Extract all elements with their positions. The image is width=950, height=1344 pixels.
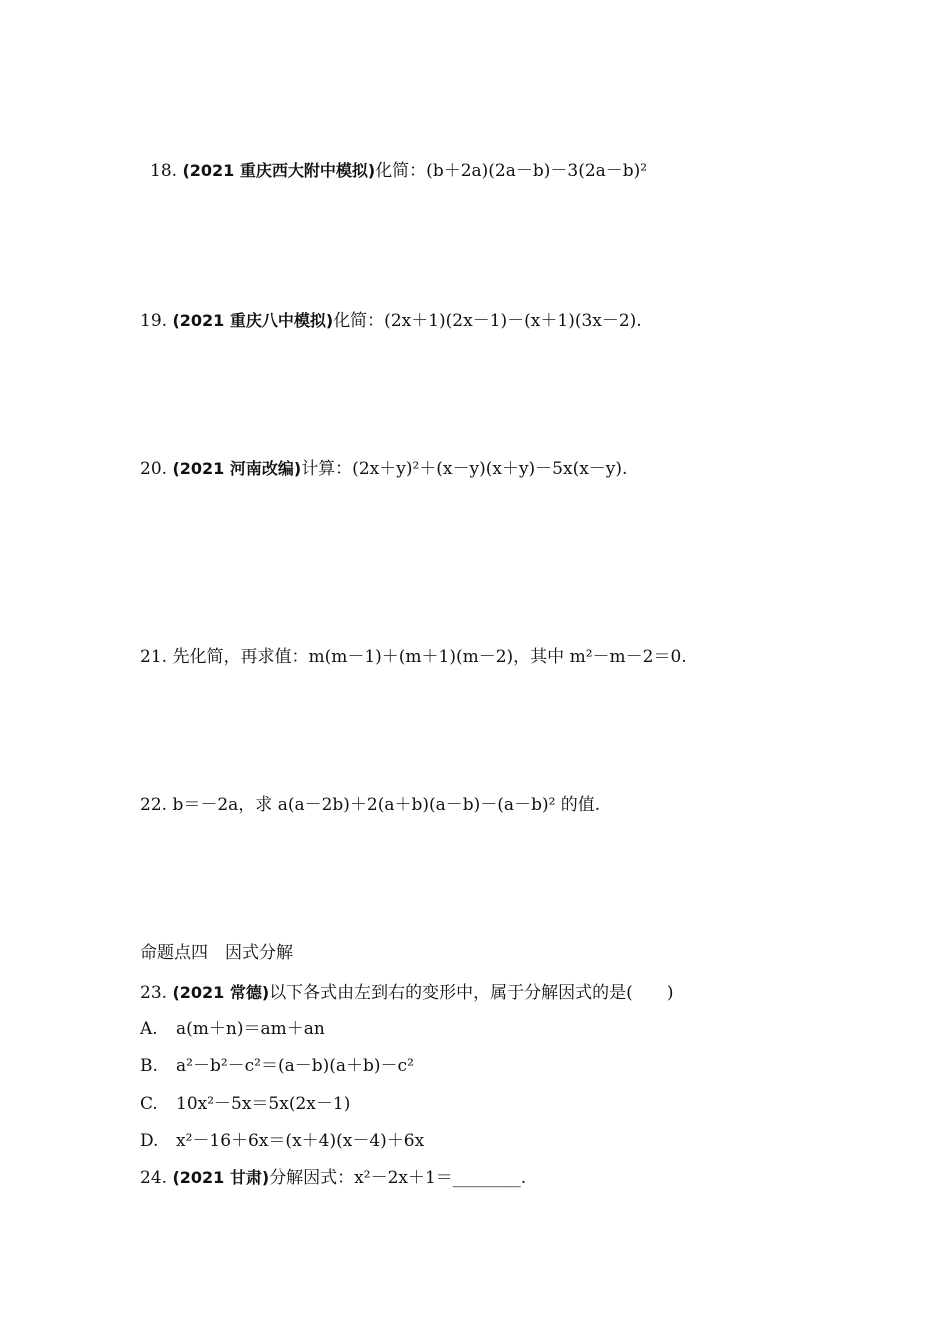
problem-source: (2021 重庆八中模拟) xyxy=(172,311,334,330)
problem-stem: 计算：(2x＋y)²＋(x－y)(x＋y)－5x(x－y). xyxy=(301,459,628,479)
problem-number: 22. xyxy=(140,795,168,815)
problem-source: (2021 常德) xyxy=(172,983,270,1002)
option-c[interactable] xyxy=(140,1093,350,1115)
problem-24 xyxy=(140,1167,526,1189)
problem-number: 23. xyxy=(140,983,168,1003)
problem-number: 18. xyxy=(150,161,178,181)
problem-20 xyxy=(140,458,627,480)
problem-number: 24. xyxy=(140,1168,168,1188)
problem-stem: 分解因式：x²－2x＋1＝________. xyxy=(269,1168,527,1188)
problem-18 xyxy=(150,160,647,182)
option-text: x²－16＋6x＝(x＋4)(x－4)＋6x xyxy=(176,1131,425,1151)
problem-number: 19. xyxy=(140,311,168,331)
option-a[interactable] xyxy=(140,1018,325,1040)
problem-stem: b＝－2a，求 a(a－2b)＋2(a＋b)(a－b)－(a－b)² 的值. xyxy=(172,795,601,815)
problem-number: 21. xyxy=(140,647,168,667)
option-d[interactable] xyxy=(140,1130,424,1152)
option-letter: B. xyxy=(140,1056,158,1076)
problem-21 xyxy=(140,646,687,668)
problem-source: (2021 河南改编) xyxy=(172,459,302,478)
option-b[interactable] xyxy=(140,1055,414,1077)
problem-stem: 化简：(b＋2a)(2a－b)－3(2a－b)² xyxy=(375,161,648,181)
option-text: a²－b²－c²＝(a－b)(a＋b)－c² xyxy=(176,1056,414,1076)
option-letter: A. xyxy=(140,1019,158,1039)
option-letter: C. xyxy=(140,1094,158,1114)
problem-22 xyxy=(140,794,600,816)
option-letter: D. xyxy=(140,1131,159,1151)
problem-23 xyxy=(140,982,673,1004)
problem-source: (2021 重庆西大附中模拟) xyxy=(182,161,376,180)
problem-number: 20. xyxy=(140,459,168,479)
problem-stem: 先化简，再求值：m(m－1)＋(m＋1)(m－2)，其中 m²－m－2＝0. xyxy=(172,647,687,667)
problem-19 xyxy=(140,310,642,332)
problem-stem: 以下各式由左到右的变形中，属于分解因式的是( ) xyxy=(269,983,674,1003)
section-heading: 命题点四 因式分解 xyxy=(140,943,293,963)
option-text: 10x²－5x＝5x(2x－1) xyxy=(176,1094,351,1114)
problem-source: (2021 甘肃) xyxy=(172,1168,270,1187)
problem-stem: 化简：(2x＋1)(2x－1)－(x＋1)(3x－2). xyxy=(333,311,642,331)
option-text: a(m＋n)＝am＋an xyxy=(176,1019,325,1039)
